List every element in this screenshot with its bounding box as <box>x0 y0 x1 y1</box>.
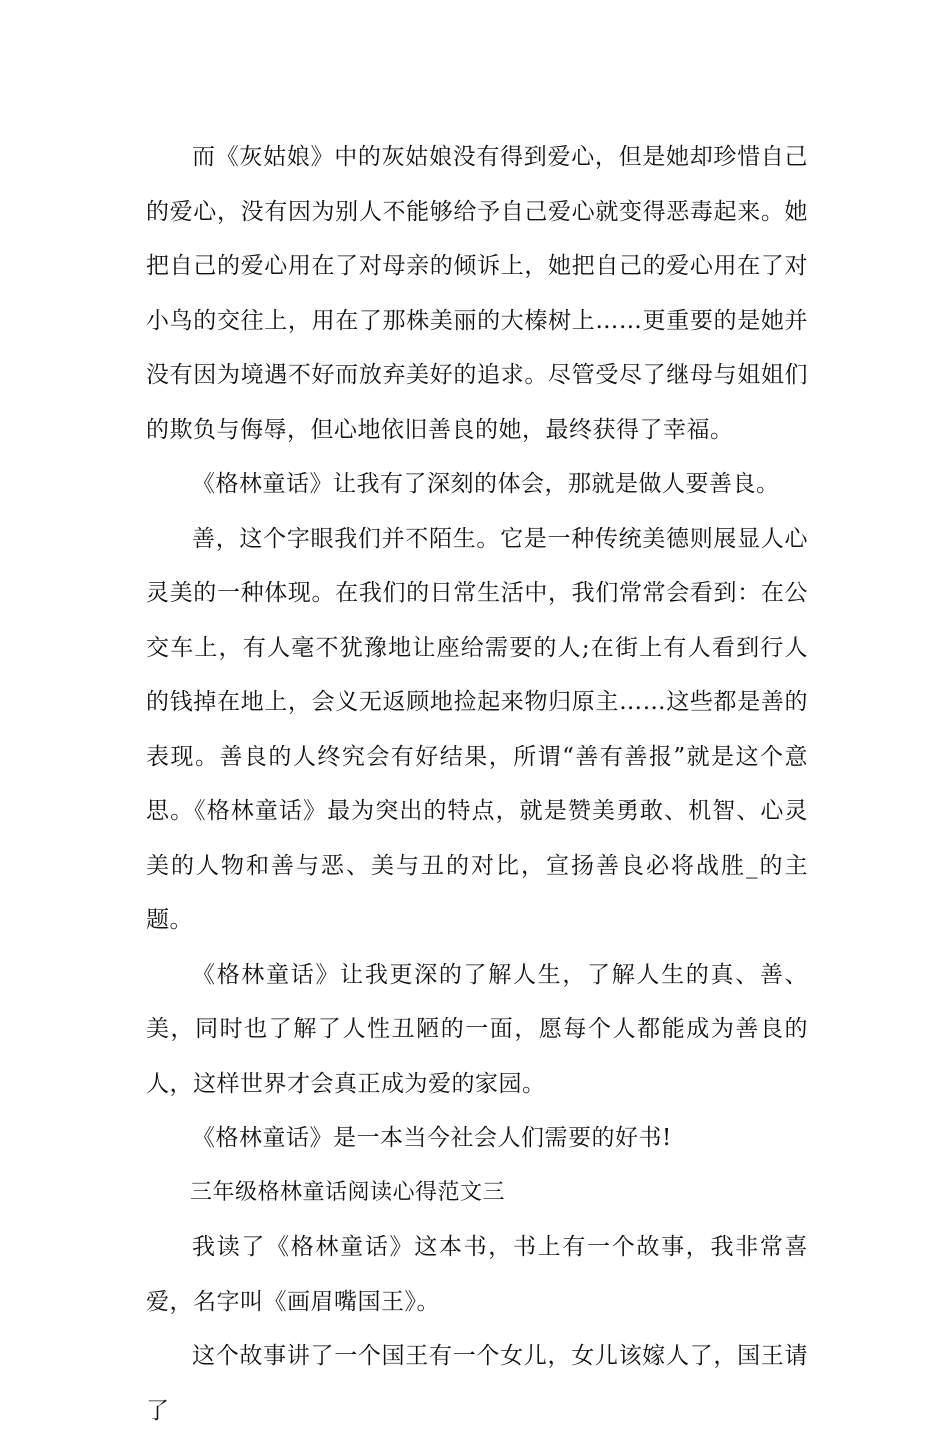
paragraph-understanding-life: 《格林童话》让我更深的了解人生，了解人生的真、善、美，同时也了解了人性丑陋的一面，愿每个人都能成为善良的人，这样世界才会真正成为爱的家园。 <box>146 961 808 1097</box>
paragraph-kindness-essay: 善，这个字眼我们并不陌生。它是一种传统美德则展显人心灵美的一种体现。在我们的日常生活中，我们常常会看到：在公交车上，有人毫不犹豫地让座给需要的人;在街上有人看到行人的钱掉在地上，会义无返顾地捡起来物归原主……这些都是善的表现。善良的人终究会有好结果，所谓“善有善报”就是这个意思。《格林童话》最为突出的特点，就是赞美勇敢、机智、心灵美的人物和善与恶、美与丑的对比，宣扬善良必将战胜_的主题。 <box>146 525 808 933</box>
paragraph-story-intro: 这个故事讲了一个国王有一个女儿，女儿该嫁人了，国王请了 <box>146 1343 808 1424</box>
section-heading: 三年级格林童话阅读心得范文三 <box>190 1179 506 1205</box>
paragraph-good-book: 《格林童话》是一本当今社会人们需要的好书! <box>192 1125 672 1151</box>
document-body <box>146 130 808 1438</box>
paragraph-cinderella: 而《灰姑娘》中的灰姑娘没有得到爱心，但是她却珍惜自己的爱心，没有因为别人不能够给予自己爱心就变得恶毒起来。她把自己的爱心用在了对母亲的倾诉上，她把自己的爱心用在了对小鸟的交往上，用在了那株美丽的大榛树上……更重要的是她并没有因为境遇不好而放弃美好的追求。尽管受尽了继母与姐姐们的欺负与侮辱，但心地依旧善良的她，最终获得了幸福。 <box>146 144 808 443</box>
paragraph-read-book: 我读了《格林童话》这本书，书上有一个故事，我非常喜爱，名字叫《画眉嘴国王》。 <box>146 1234 808 1315</box>
paragraph-lesson-kindness: 《格林童话》让我有了深刻的体会，那就是做人要善良。 <box>192 471 780 497</box>
